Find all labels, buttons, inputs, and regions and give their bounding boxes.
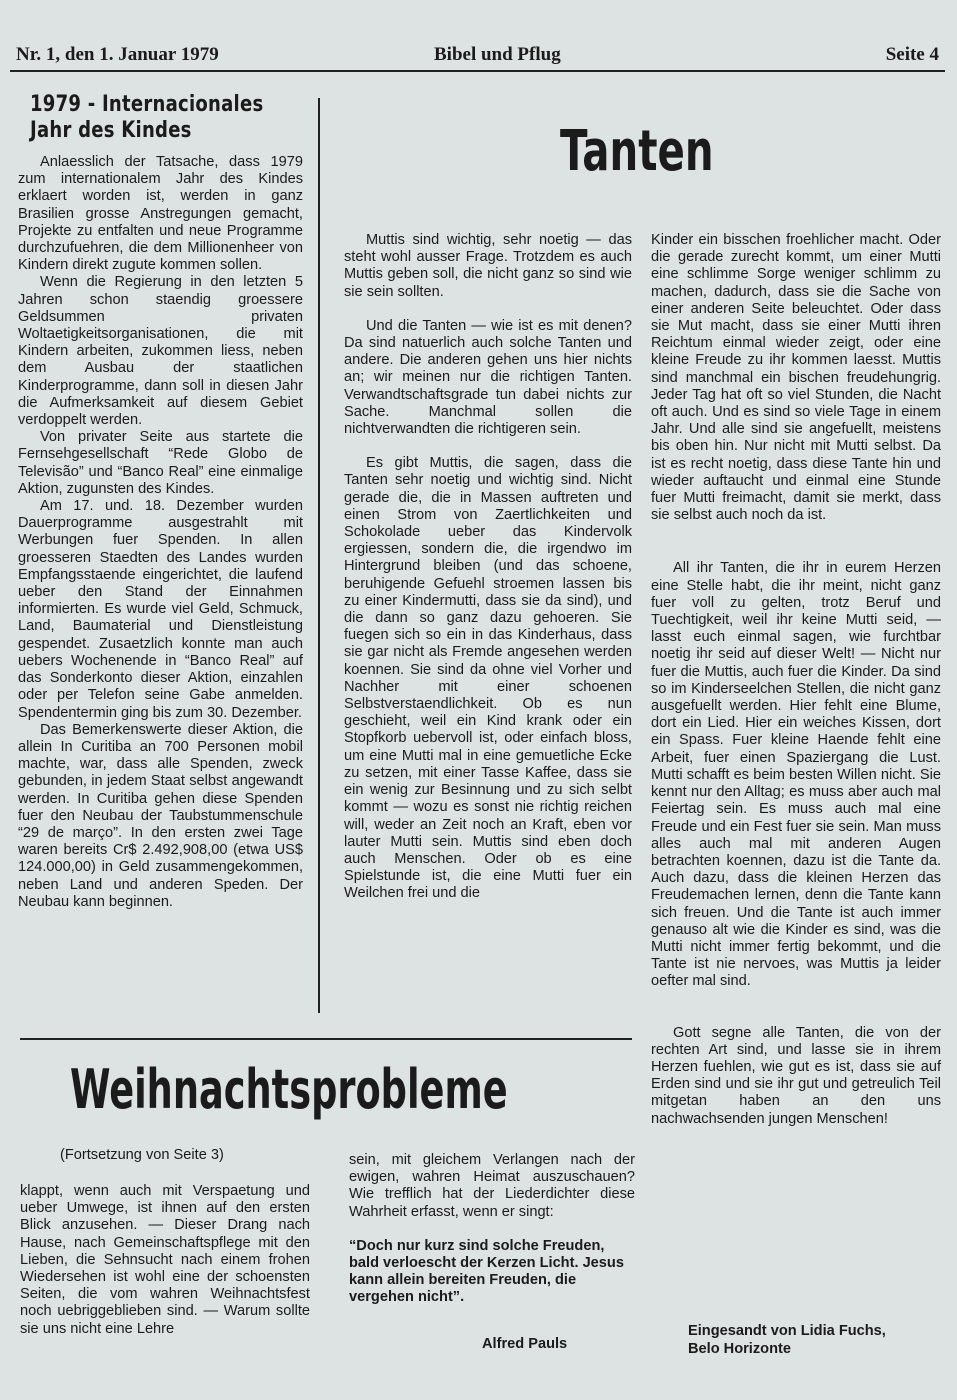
paragraph: Von privater Seite aus startete die Fernsehgesellschaft “Rede Globo de Televisão” und “Banco Real” eine einmalige Aktion, zugunsten des Kindes.: [18, 429, 303, 497]
paragraph: klappt, wenn auch mit Verspaetung und ueber Umwege, ist ihnen auf den ersten Blick anzusehen. — Dieser Drang nach Hause, nach Gemeinschaftspflege mit den Lieben, die Sehnsucht nach einem frohen Wiedersehen ist wohl eine der schoensten Seiten, die vom wahren Weihnachtsfest noch uebriggeblieben sind. — Warum sollte sie uns nicht eine Lehre: [20, 1183, 310, 1337]
article-kindes-headline: [30, 92, 268, 144]
article-weihnacht-col1: [20, 1183, 310, 1338]
section-rule: [20, 1038, 632, 1040]
headline-line-2: Jahr des Kindes: [30, 118, 192, 143]
paragraph: All ihr Tanten, die ihr in eurem Herzen eine Stelle habt, die ihr meint, nicht ganz fuer voll zu gelten, trotz Beruf und Tuechtigkeit, weil ihr keine Mutti seid, — lasst euch einmal sagen, wie furchtbar noetig ihr seid auf dieser Welt! — Nicht nur fuer die Muttis, auch fuer die Kinder. Da sind so im Kinderseelchen Stellen, die nicht ganz ausgefuellt werden. Hier fehlt eine Blume, dort ein Lied. Hier ein weiches Kissen, dort ein Spass. Fuer kleine Haende fehlt eine Arbeit, fuer einen Spaziergang die Lust. Mutti schafft es beim besten Willen nicht. Sie kennt nur den Alltag; es muss aber auch mal Feiertag sein. Es muss auch mal eine Freude und ein Fest fuer sie sein. Man muss alles auch mal mit anderen Augen betrachten koennen, dazu ist die Tante da. Auch dazu, dass die kleinen Herzen das Freudemachen lernen, denn die Tante kann sich freuen. Und die Tante ist auch immer genauso alt wie die Kinder es sind, was die Mutti nicht immer fertig bekommt, und die Tante ist nie nervoes, was Muttis ja leider oefter mal sind.: [651, 560, 941, 990]
tanten-signature: [688, 1322, 886, 1358]
paragraph: sein, mit gleichem Verlangen nach der ewigen, wahren Heimat auszuschauen? Wie trefflich hat der Liederdichter diese Wahrheit erfasst, wenn er singt:: [349, 1152, 635, 1220]
continuation-note: (Fortsetzung von Seite 3): [60, 1147, 224, 1163]
page-number: Seite 4: [885, 44, 939, 65]
paragraph: Und die Tanten — wie ist es mit denen? Da sind natuerlich auch solche Tanten und andere. Die anderen gehen uns hier nichts an; wir meinen nur die richtigen Tanten. Verwandtschaftsgrade tun dabei nichts zur Sache. Manchmal sollen die nichtverwandten die richtigeren sein.: [344, 317, 632, 438]
article-weihnacht-headline: Weihnachtsprobleme: [70, 1058, 508, 1121]
paragraph: Anlaesslich der Tatsache, dass 1979 zum internationalem Jahr des Kindes erklaert worden ist, werden in ganz Brasilien grosse Anstregungen gemacht, Projekte zu entfalten und neue Programme durchzufuehren, die dem Millionenheer von Kindern direkt zugute kommen sollen.: [18, 154, 303, 274]
column-divider: [318, 98, 320, 1013]
hymn-quote: “Doch nur kurz sind solche Freuden, bald verloescht der Kerzen Licht. Jesus kann allein bereiten Freuden, die vergehen nicht”.: [349, 1237, 624, 1306]
article-tanten-col2: [651, 232, 941, 1128]
article-tanten-col1: [344, 232, 632, 903]
article-kindes-body: [18, 154, 303, 911]
issue-date: Nr. 1, den 1. Januar 1979: [16, 44, 219, 65]
paragraph: Es gibt Muttis, die sagen, dass die Tanten sehr noetig und wichtig sind. Nicht gerade die, die in Massen auftreten und einen Strom von Zaertlichkeiten und Schokolade ueber das Kindervolk ergiessen, sondern die, die irgendwo im Hintergrund bleiben (und das schoene, beruhigende Gefuehl stroemen lassen bis zu einer Kindermutti, dass sie da sind), und die dann so ganz dazu gehoeren. Sie fuegen sich so ein in das Kinderhaus, dass sie gar nicht als Fremde angesehen werden koennen. Sie sind da ohne viel Vorher und Nachher mit einer schoenen Selbstverstaendlichkeit. Ob es nun geschieht, weil ein Kind krank oder ein Stopfkorb uebervoll ist, oder einfach bloss, um eine Mutti mal in eine gemuetliche Ecke zu setzen, mit einer Tasse Kaffee, dass sie ein wenig zur Besinnung und zu sich selbt kommt — wozu es sonst nie richtig reichen will, weder an Zeit noch an Kraft, eben vor lauter Mutti sein. Muttis sind eben doch auch Menschen. Oder ob es eine Spielstunde ist, die eine Mutti fuer ein Weilchen frei und die: [344, 455, 632, 902]
paragraph: Gott segne alle Tanten, die von der rechten Art sind, und lasse sie in ihrem Herzen fuehlen, wie gut es ist, dass sie auf Erden sind und sie ihr gut und getreulich Teil mitgetan haben an den uns nachwachsenden jungen Menschen!: [651, 1024, 941, 1127]
paragraph: Wenn die Regierung in den letzten 5 Jahren schon staendig groessere Geldsummen privaten Woltaetigkeitsorganisationen, die mit Kindern arbeiten, zukommen liess, neben dem Ausbau der staatlichen Kinderprogramme, dann soll in diesen Jahr die Aufmerksamkeit auf diesem Gebiet verdoppelt werden.: [18, 274, 303, 429]
article-weihnacht-col2: [349, 1152, 635, 1307]
quote-author: Alfred Pauls: [482, 1336, 568, 1352]
paragraph: Am 17. und. 18. Dezember wurden Dauerprogramme ausgestrahlt mit Werbungen fuer Spenden. In allen groesseren Staedten des Landes wurden Empfangsstaende eingerichtet, die laufend ueber den Stand der Einnahmen informierten. Es wurde viel Geld, Schmuck, Land, Baumaterial und Dienstleistung gespendet. Zusaetzlich konnte man auch uebers Wochenende in “Banco Real” auf das Sonderkonto dieser Aktion, einzahlen oder per Telefon seine Gabe anmelden. Spendentermin ging bis zum 30. Dezember.: [18, 498, 303, 721]
paragraph: Das Bemerkenswerte dieser Aktion, die allein In Curitiba an 700 Personen mobil machte, war, dass alle Spenden, zweck gebunden, in jedem Staat selbst angewandt werden. In Curitiba gehen diese Spenden fuer den Neubau der Taubstummenschule “29 de março”. In den ersten zwei Tage waren bereits Cr$ 2.492,908,00 (etwa US$ 124.000,00) in Geld zusammengekommen, neben Land und anderen Speden. Der Neubau kann beginnen.: [18, 721, 303, 910]
publication-title: Bibel und Pflug: [434, 44, 561, 65]
headline-line-1: 1979 - Internacionales: [30, 92, 264, 117]
signature-line-2: Belo Horizonte: [688, 1341, 791, 1357]
paragraph: Muttis sind wichtig, sehr noetig — das steht wohl ausser Frage. Trotzdem es auch Muttis geben soll, die nicht ganz so sind wie sie sein sollten.: [344, 232, 632, 300]
article-tanten-headline: Tanten: [560, 119, 714, 184]
paragraph: Kinder ein bisschen froehlicher macht. Oder die gerade zurecht kommt, um einer Mutti eine schlimme Sorge weniger schlimm zu machen, dadurch, dass sie die Sache von einer anderen Seite beleuchtet. Oder dass sie Mut macht, dass sie einer Mutti ihren Reichtum einmal wieder zeigt, oder eine kleine Freude zu ihr kommen laesst. Muttis sind manchmal ein bischen freudehungrig. Jeder Tag hat oft so viel Stunden, die Nacht oft auch. Und es sind so viele Tage in einem Jahr. Und alle sind sie angefuellt, meistens bis oben hin. Nur nicht mit Mutti selbst. Da ist es recht noetig, dass diese Tante hin und wieder auftaucht und einmal eine Stunde fuer Mutti freimacht, damit sie merkt, dass sie selbst auch noch da ist.: [651, 232, 941, 524]
header-rule: [10, 70, 945, 72]
signature-line-1: Eingesandt von Lidia Fuchs,: [688, 1323, 886, 1339]
